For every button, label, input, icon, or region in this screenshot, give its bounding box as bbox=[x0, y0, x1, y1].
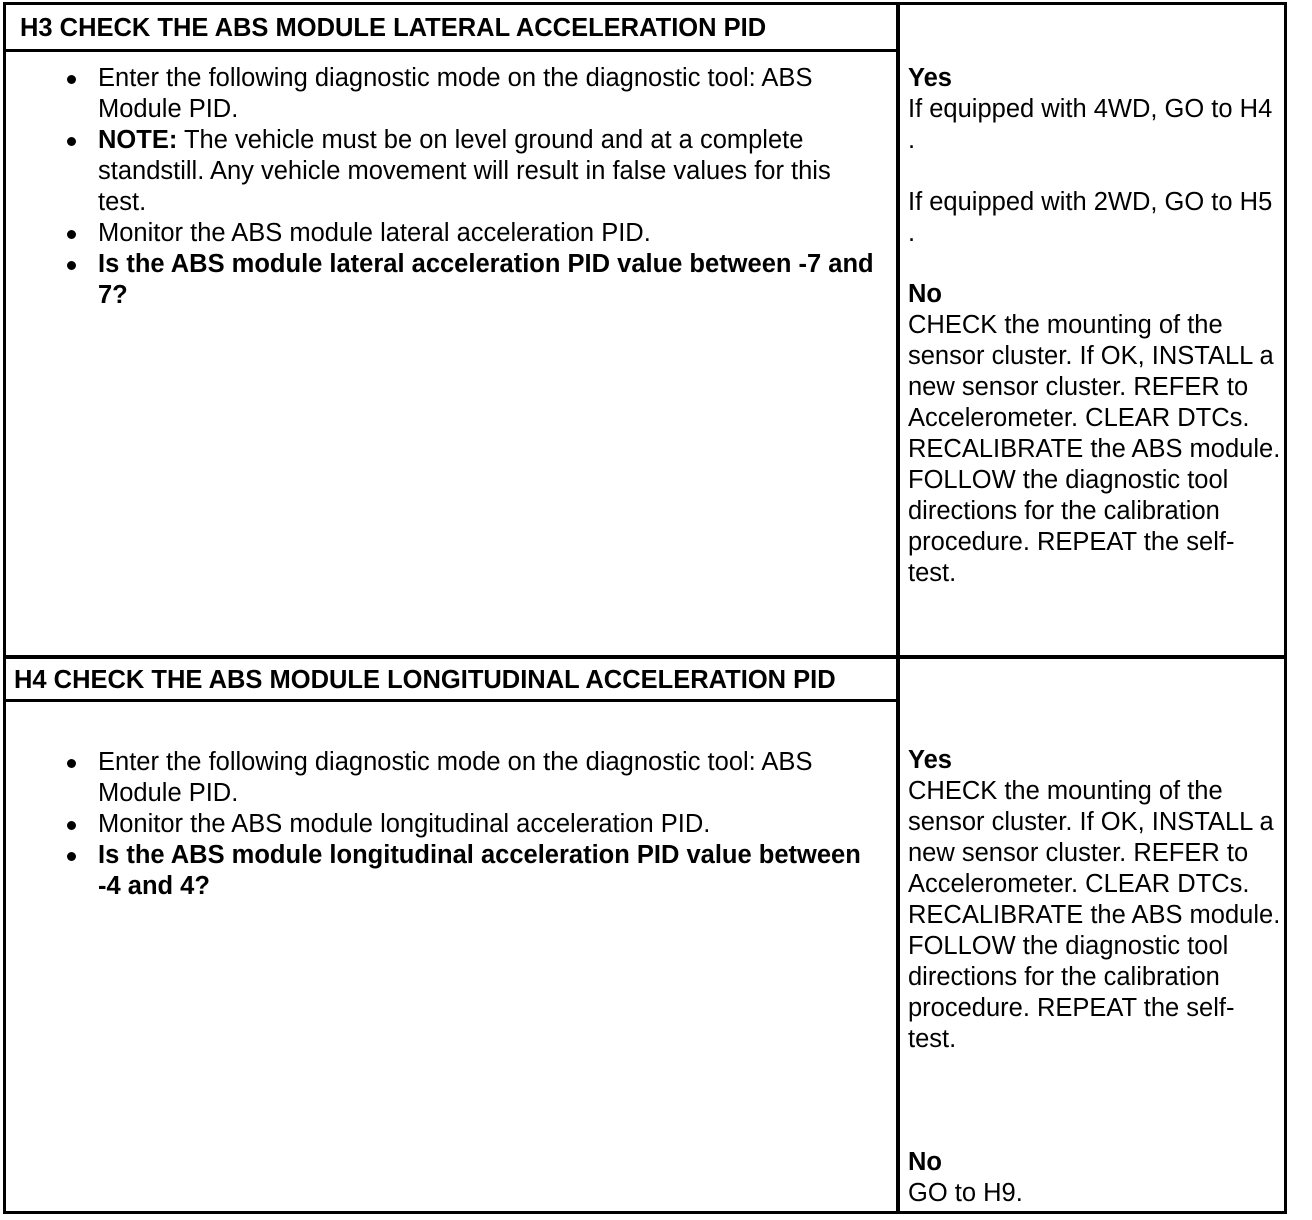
no-label: No bbox=[908, 280, 942, 308]
step-h4-row bbox=[6, 655, 1284, 1211]
no-text: GO to H9. bbox=[908, 1179, 1023, 1207]
yes-label: Yes bbox=[908, 746, 952, 774]
list-item bbox=[98, 809, 884, 840]
step-h3-yes-result bbox=[908, 63, 1282, 249]
item-text: Monitor the ABS module longitudinal acceleration PID. bbox=[98, 810, 711, 838]
no-text: CHECK the mounting of the sensor cluster. If OK, INSTALL a new sensor cluster. REFER to Accelerometer. CLEAR DTCs. RECALIBRATE the ABS module. FOLLOW the diagnostic tool directions for the calibration procedure. REPEAT the self-test. bbox=[908, 311, 1281, 587]
item-text: Enter the following diagnostic mode on the diagnostic tool: ABS Module PID. bbox=[98, 64, 813, 123]
list-item bbox=[98, 840, 884, 902]
item-text: The vehicle must be on level ground and at a complete standstill. Any vehicle movement will result in false values for this test. bbox=[98, 126, 831, 216]
list-item bbox=[98, 63, 884, 125]
list-item bbox=[98, 747, 884, 809]
step-h3-list bbox=[6, 53, 896, 311]
item-text: Enter the following diagnostic mode on the diagnostic tool: ABS Module PID. bbox=[98, 748, 813, 807]
step-h4-no-result bbox=[908, 1147, 1282, 1209]
no-label: No bbox=[908, 1148, 942, 1176]
step-h3-action-cell bbox=[6, 5, 900, 655]
question-text: Is the ABS module lateral acceleration PID value between -7 and 7? bbox=[98, 250, 874, 309]
step-h3-result-cell bbox=[900, 5, 1284, 655]
step-h4-title: H4 CHECK THE ABS MODULE LONGITUDINAL ACCELERATION PID bbox=[6, 659, 896, 702]
yes-para: CHECK the mounting of the sensor cluster. If OK, INSTALL a new sensor cluster. REFER to Accelerometer. CLEAR DTCs. RECALIBRATE the ABS module. FOLLOW the diagnostic tool directions for the calibration procedure. REPEAT the self-test. bbox=[908, 777, 1281, 1053]
step-h4-result-cell bbox=[900, 659, 1284, 1211]
step-h3-body bbox=[6, 53, 896, 655]
step-h4-body bbox=[6, 737, 896, 1211]
list-item bbox=[98, 249, 884, 311]
item-text: Monitor the ABS module lateral acceleration PID. bbox=[98, 219, 651, 247]
yes-para: If equipped with 4WD, GO to H4 . bbox=[908, 95, 1273, 154]
list-item bbox=[98, 218, 884, 249]
yes-label: Yes bbox=[908, 64, 952, 92]
yes-para: If equipped with 2WD, GO to H5 . bbox=[908, 188, 1273, 247]
step-h4-action-cell bbox=[6, 659, 900, 1211]
note-label: NOTE: bbox=[98, 126, 178, 154]
step-h4-yes-result bbox=[908, 745, 1282, 1055]
step-h3-row bbox=[6, 5, 1284, 655]
step-h3-no-result bbox=[908, 279, 1282, 589]
diagnostic-table bbox=[3, 2, 1287, 1214]
step-h4-list bbox=[6, 737, 896, 902]
question-text: Is the ABS module longitudinal acceleration PID value between -4 and 4? bbox=[98, 841, 861, 900]
list-item bbox=[98, 125, 884, 218]
step-h3-title: H3 CHECK THE ABS MODULE LATERAL ACCELERATION PID bbox=[6, 5, 896, 52]
